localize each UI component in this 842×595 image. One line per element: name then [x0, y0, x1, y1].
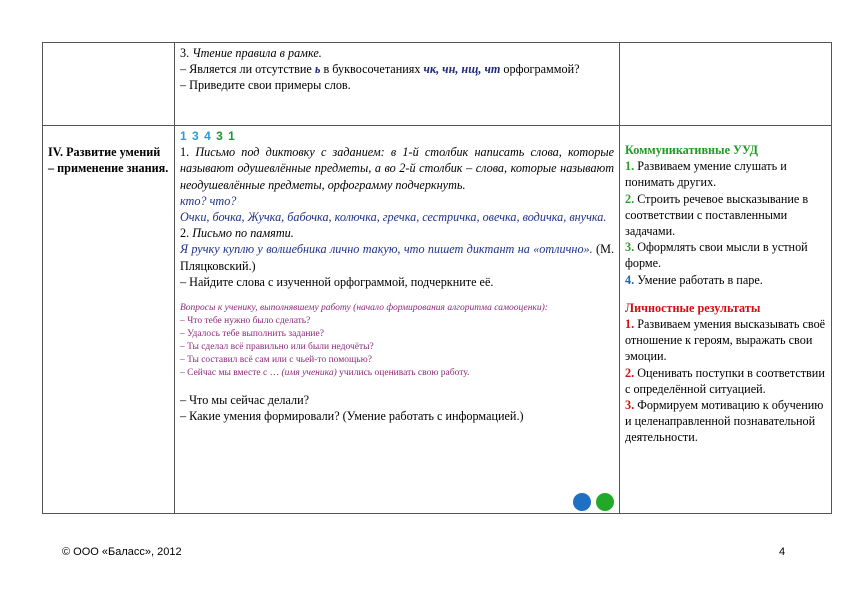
- copyright: © ООО «Баласс», 2012: [62, 546, 182, 558]
- self-check-item: – Удалось тебе выполнить задание?: [180, 329, 324, 340]
- task-2: 2. Письмо по памяти.: [180, 226, 294, 241]
- stage-cell: [43, 43, 175, 126]
- self-check-item: – Ты сделал всё правильно или были недочёты?: [180, 342, 374, 353]
- level-digits: 1 3 4 3 1: [180, 129, 236, 143]
- rule-reading: Чтение правила в рамке.: [192, 46, 322, 60]
- comm-uud-title: Коммуникативные УУД: [625, 143, 759, 157]
- result-item: 3. Формируем мотивацию к обучению и целенаправленной познавательной деятельности.: [625, 398, 824, 445]
- uud-item: 2. Строить речевое высказывание в соответствии с поставленными задачами.: [625, 191, 809, 239]
- quote: Я ручку куплю у волшебника лично такую, что пишет диктант на «отлично». (М. Пляцковский.): [180, 242, 614, 273]
- content-line: – Является ли отсутствие ь в буквосочетаниях чк, чн, нщ, чт орфограммой?: [180, 62, 580, 77]
- result-item: 2. Оценивать поступки в соответствии с определённой ситуацией.: [625, 365, 825, 396]
- self-check-item: – Что тебе нужно было сделать?: [180, 316, 311, 327]
- uud-item: 3. Оформлять свои мысли в устной форме.: [625, 240, 808, 271]
- final-question: – Что мы сейчас делали?: [180, 393, 310, 408]
- page-number: 4: [779, 546, 786, 558]
- word-list: Очки, бочка, Жучка, бабочка, колючка, гречка, сестричка, овечка, водичка, внучка.: [180, 210, 607, 225]
- result-item: 1. Развиваем умения высказывать своё отношение к героям, выражать свои эмоции.: [625, 317, 826, 364]
- questions: кто? что?: [180, 193, 237, 208]
- uud-item: 1. Развиваем умение слушать и понимать других.: [625, 159, 787, 190]
- content-line: – Приведите свои примеры слов.: [180, 78, 351, 93]
- soft-sign: ь: [314, 62, 321, 77]
- green-circle-icon: [596, 493, 614, 511]
- task-find: – Найдите слова с изученной орфограммой, подчеркните её.: [180, 274, 494, 289]
- self-check-title: Вопросы к ученику, выполнявшему работу (начало формирования алгоритма самооценки):: [180, 303, 548, 314]
- content-cell: [175, 126, 620, 514]
- self-check-item: – Сейчас мы вместе с … (имя ученика) учились оценивать свою работу.: [180, 368, 470, 379]
- task-1: 1. Письмо под диктовку с заданием: в 1-й столбик написать слова, которые называют одушевлённые предметы, а во 2-й столбик – слова, которые называют неодушевлённые предметы, орфограмму подчеркнуть.: [180, 145, 614, 192]
- uud-cell: [620, 126, 832, 514]
- table-row: [43, 43, 832, 126]
- content-cell: [175, 43, 620, 126]
- lesson-table: [42, 42, 832, 514]
- blue-circle-icon: [573, 493, 591, 511]
- stage-cell: [43, 126, 175, 514]
- stage-title: IV. Развитие умений – применение знания.: [48, 145, 169, 175]
- letter-combos: чк, чн, нщ, чт: [423, 62, 501, 77]
- personal-results-title: Личностные результаты: [625, 300, 761, 315]
- final-question: – Какие умения формировали? (Умение работать с информацией.): [180, 409, 524, 424]
- self-check-item: – Ты составил всё сам или с чьей-то помощью?: [180, 355, 372, 366]
- uud-cell: [620, 43, 832, 126]
- content-line: 3. Чтение правила в рамке.: [180, 46, 322, 60]
- table-row: [43, 126, 832, 514]
- uud-item: 4. Умение работать в паре.: [625, 272, 763, 287]
